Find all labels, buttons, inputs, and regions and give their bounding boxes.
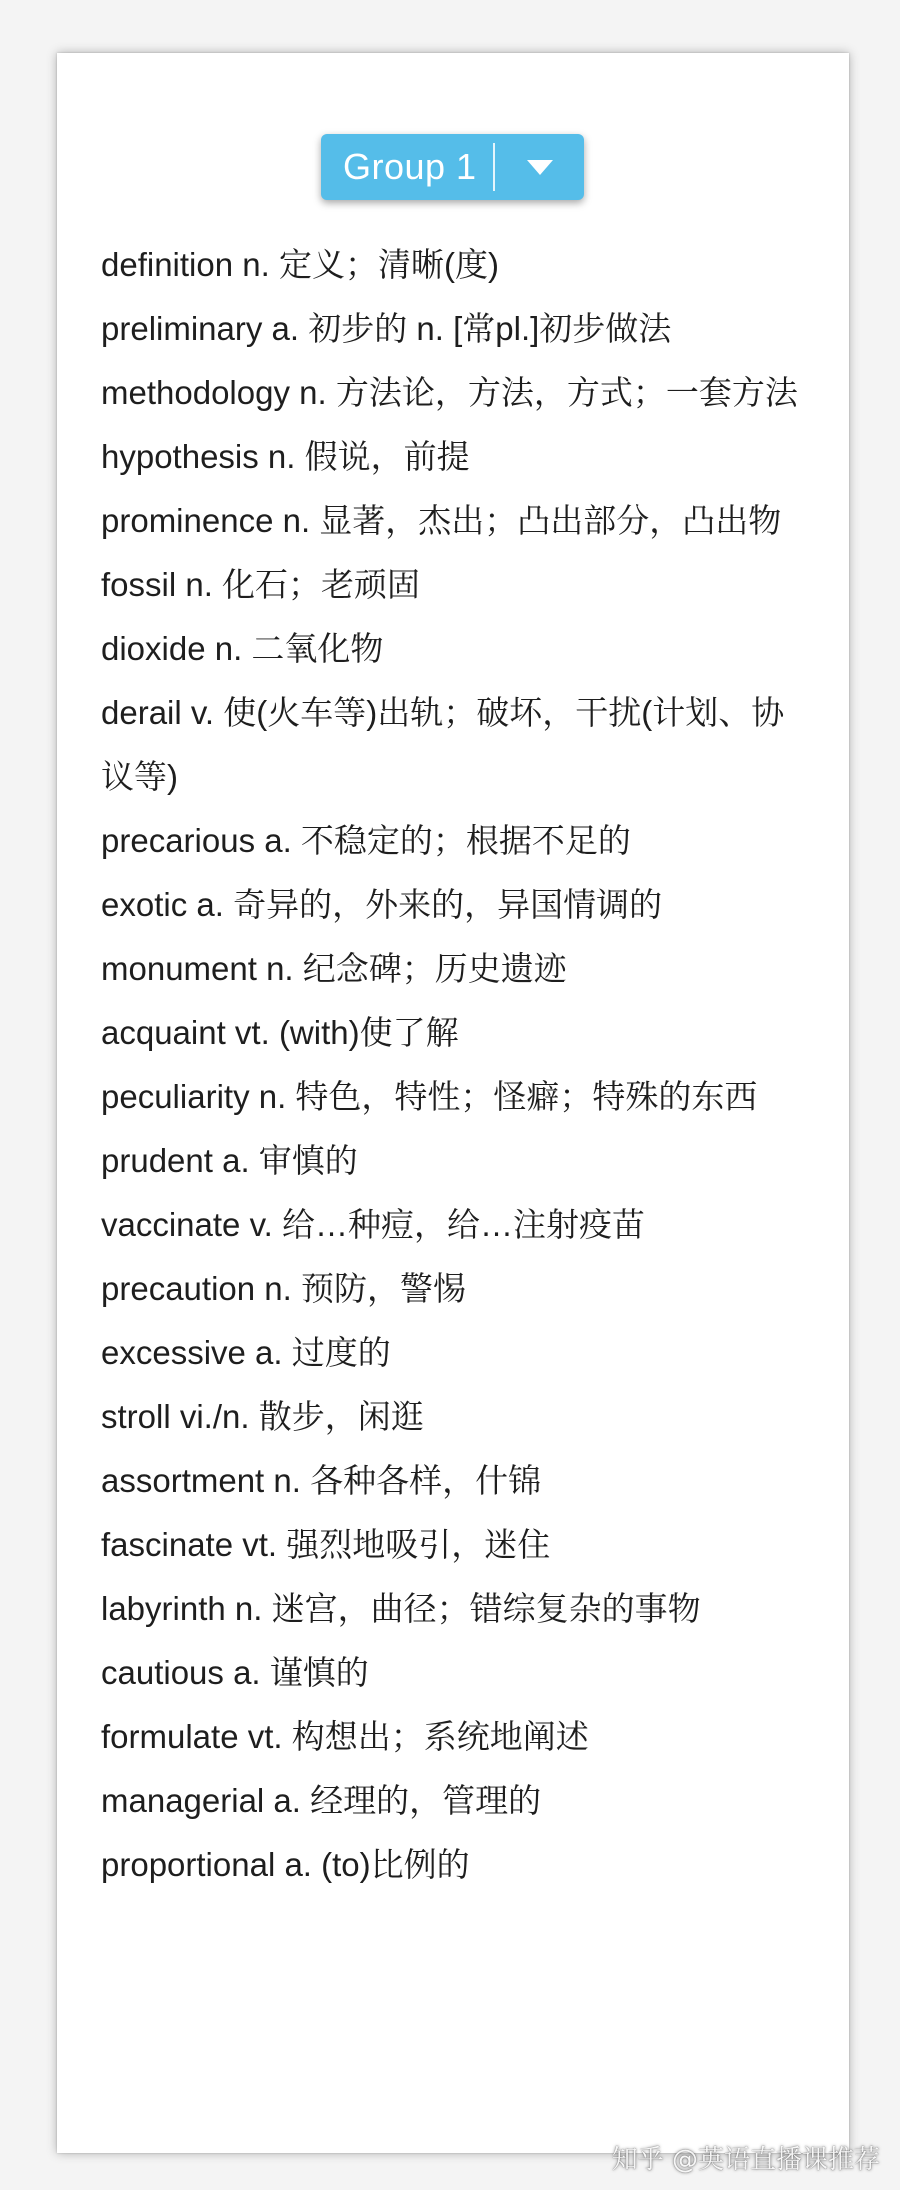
vocab-entry: peculiarity n. 特色，特性；怪癖；特殊的东西 <box>101 1078 758 1115</box>
word-list <box>101 233 811 1897</box>
vocab-entry: cautious a. 谨慎的 <box>101 1654 369 1691</box>
vocab-entry: preliminary a. 初步的 n. [常pl.]初步做法 <box>101 310 672 347</box>
vocab-entry: fossil n. 化石；老顽固 <box>101 566 421 603</box>
vocab-entry: managerial a. 经理的，管理的 <box>101 1782 542 1819</box>
chevron-down-icon[interactable] <box>495 134 584 200</box>
vocab-entry: exotic a. 奇异的，外来的，异国情调的 <box>101 886 663 923</box>
vocab-entry: precarious a. 不稳定的；根据不足的 <box>101 822 631 859</box>
vocab-entry: dioxide n. 二氧化物 <box>101 630 384 667</box>
vocab-entry: acquaint vt. (with)使了解 <box>101 1014 459 1051</box>
vocab-entry: vaccinate v. 给…种痘，给…注射疫苗 <box>101 1206 645 1243</box>
vocab-entry: excessive a. 过度的 <box>101 1334 391 1371</box>
vocab-entry: definition n. 定义；清晰(度) <box>101 246 499 283</box>
vocab-entry: methodology n. 方法论，方法，方式；一套方法 <box>101 374 798 411</box>
watermark: 知乎 @英语直播课推荐 <box>611 2145 880 2175</box>
vocab-entry: prominence n. 显著，杰出；凸出部分，凸出物 <box>101 502 782 539</box>
vocab-entry: assortment n. 各种各样，什锦 <box>101 1462 542 1499</box>
vocab-entry: labyrinth n. 迷宫，曲径；错综复杂的事物 <box>101 1590 701 1627</box>
vocab-entry: precaution n. 预防，警惕 <box>101 1270 466 1307</box>
group-label: Group 1 <box>343 146 477 187</box>
vocab-entry: derail v. 使(火车等)出轨；破坏，干扰(计划、协议等) <box>101 694 785 795</box>
vocab-entry: formulate vt. 构想出；系统地阐述 <box>101 1718 589 1755</box>
vocab-entry: monument n. 纪念碑；历史遗迹 <box>101 950 567 987</box>
vocab-entry: prudent a. 审慎的 <box>101 1142 358 1179</box>
group-selector-button[interactable] <box>321 134 584 200</box>
vocab-entry: stroll vi./n. 散步，闲逛 <box>101 1398 424 1435</box>
vocab-entry: proportional a. (to)比例的 <box>101 1846 470 1883</box>
vocab-entry: fascinate vt. 强烈地吸引，迷住 <box>101 1526 551 1563</box>
vocabulary-card <box>57 53 849 2153</box>
vocab-entry: hypothesis n. 假说，前提 <box>101 438 470 475</box>
